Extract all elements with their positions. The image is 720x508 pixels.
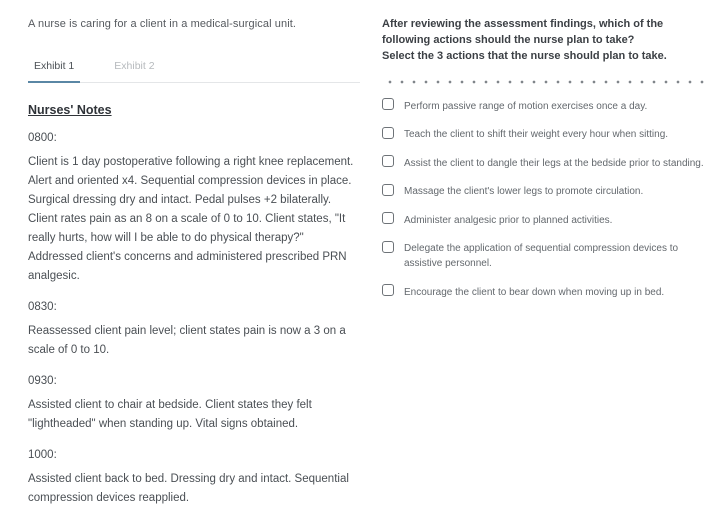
note-time: 0830: [28, 301, 57, 313]
checkbox-icon[interactable] [382, 155, 394, 167]
checkbox-icon[interactable] [382, 184, 394, 196]
note-entry [28, 375, 360, 434]
question-text: After reviewing the assessment findings, which of the following actions should the nurse plan to take? [382, 18, 664, 46]
nurses-notes-heading: Nurses' Notes [28, 103, 112, 117]
option-label: Massage the client's lower legs to promote circulation. [404, 186, 644, 197]
answer-option-4[interactable] [382, 184, 712, 200]
answer-option-1[interactable] [382, 98, 712, 114]
note-text: Assisted client back to bed. Dressing dry and intact. Sequential compression devices reapplied. [28, 473, 349, 504]
option-label: Teach the client to shift their weight every hour when sitting. [404, 129, 669, 140]
checkbox-icon[interactable] [382, 241, 394, 253]
checkbox-icon[interactable] [382, 127, 394, 139]
answer-options [382, 98, 712, 300]
answer-option-2[interactable] [382, 127, 712, 143]
note-entry [28, 449, 360, 508]
tab-exhibit-1[interactable]: Exhibit 1 [28, 54, 80, 83]
dotted-divider [382, 78, 712, 84]
note-text: Assisted client to chair at bedside. Client states they felt "lightheaded" when standing up. Vital signs obtained. [28, 399, 312, 430]
answer-option-5[interactable] [382, 212, 712, 228]
note-time: 0800: [28, 132, 57, 144]
checkbox-icon[interactable] [382, 98, 394, 110]
option-label: Delegate the application of sequential compression devices to assistive personnel. [404, 243, 679, 269]
note-text: Reassessed client pain level; client states pain is now a 3 on a scale of 0 to 10. [28, 325, 346, 356]
question-panel [368, 0, 720, 462]
answer-option-6[interactable] [382, 241, 712, 272]
select-instruction-text: Select the 3 actions that the nurse should plan to take. [382, 50, 667, 62]
exhibit-tabs [28, 54, 360, 83]
checkbox-icon[interactable] [382, 212, 394, 224]
note-text: Client is 1 day postoperative following a right knee replacement. Alert and oriented x4. Sequential compression devices in place. Surgical dressing dry and intact. Pedal pulses +2 bilaterally. Client rates pain as an 8 on a scale of 0 to 10. Client states, "It really hurts, how will I be able to do physical therapy?" Addressed client's concerns and administered prescribed PRN analgesic. [28, 156, 354, 282]
note-time: 0930: [28, 375, 57, 387]
tab-exhibit-2[interactable]: Exhibit 2 [114, 60, 155, 72]
note-time: 1000: [28, 449, 57, 461]
option-label: Perform passive range of motion exercises once a day. [404, 100, 648, 112]
note-entry [28, 301, 360, 360]
option-label: Encourage the client to bear down when moving up in bed. [404, 286, 665, 298]
option-label: Administer analgesic prior to planned activities. [404, 214, 613, 226]
checkbox-icon[interactable] [382, 284, 394, 296]
answer-option-7[interactable] [382, 284, 712, 300]
case-intro-text: A nurse is caring for a client in a medical-surgical unit. [28, 18, 297, 30]
note-entry [28, 132, 360, 286]
answer-option-3[interactable] [382, 155, 712, 171]
option-label: Assist the client to dangle their legs at the bedside prior to standing. [404, 157, 704, 169]
